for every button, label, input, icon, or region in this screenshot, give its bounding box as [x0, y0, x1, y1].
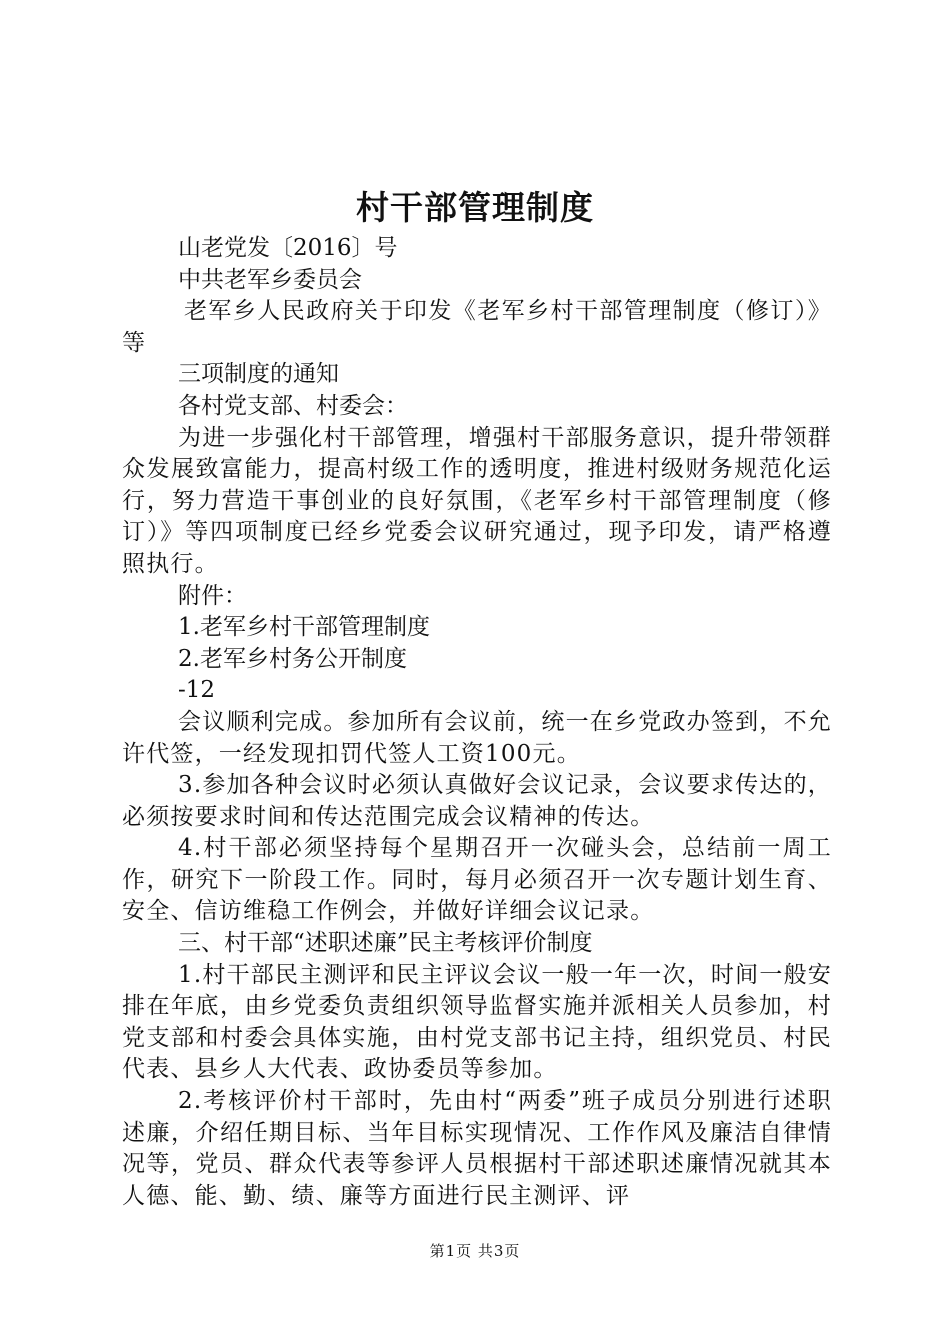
meeting-signin-paragraph: 会议顺利完成。参加所有会议前，统一在乡党政办签到，不允许代签，一经发现扣罚代签人工资100元。 [122, 708, 832, 767]
document-number: 山老党发〔2016〕号 [178, 235, 398, 261]
section-heading-evaluation: 三、村干部“述职述廉”民主考核评价制度 [178, 930, 593, 957]
attachment-item-2: 2.老军乡村务公开制度 [178, 645, 407, 672]
notice-title-line-2: 三项制度的通知 [178, 361, 339, 388]
attachment-item-1: 1.老军乡村干部管理制度 [178, 614, 430, 641]
page-fragment-marker: -12 [178, 677, 216, 704]
document-body [122, 233, 832, 1212]
document-title: 村干部管理制度 [356, 188, 594, 227]
evaluation-rule-1: 1.村干部民主测评和民主评议会议一般一年一次，时间一般安排在年底，由乡党委负责组织领导监督实施并派相关人员参加，村党支部和村委会具体实施，由村党支部书记主持，组织党员、村民代表、县乡人大代表、政协委员等参加。 [122, 961, 832, 1083]
notice-title-line-1: 老军乡人民政府关于印发《老军乡村干部管理制度（修订）》等 [122, 298, 832, 356]
issuing-committee: 中共老军乡委员会 [178, 266, 362, 293]
attachments-label: 附件： [178, 582, 247, 609]
weekly-meeting-paragraph: 4.村干部必须坚持每个星期召开一次碰头会，总结前一周工作，研究下一阶段工作。同时，每月必须召开一次专题计划生育、安全、信访维稳工作例会，并做好详细会议记录。 [122, 835, 832, 925]
recipients: 各村党支部、村委会： [178, 392, 408, 419]
intro-paragraph: 为进一步强化村干部管理，增强村干部服务意识，提升带领群众发展致富能力，提高村级工作的透明度，推进村级财务规范化运行，努力营造干事创业的良好氛围，《老军乡村干部管理制度（修订）》等四项制度已经乡党委会议研究通过，现予印发，请严格遵照执行。 [122, 424, 832, 577]
page-footer: 第1页 共3页 [429, 1242, 521, 1260]
evaluation-rule-2: 2.考核评价村干部时，先由村“两委”班子成员分别进行述职述廉，介绍任期目标、当年目标实现情况、工作作风及廉洁自律情况等，党员、群众代表等参评人员根据村干部述职述廉情况就其本人德、能、勤、绩、廉等方面进行民主测评、评 [122, 1088, 832, 1209]
meeting-records-paragraph: 3.参加各种会议时必须认真做好会议记录，会议要求传达的，必须按要求时间和传达范围完成会议精神的传达。 [122, 772, 832, 830]
